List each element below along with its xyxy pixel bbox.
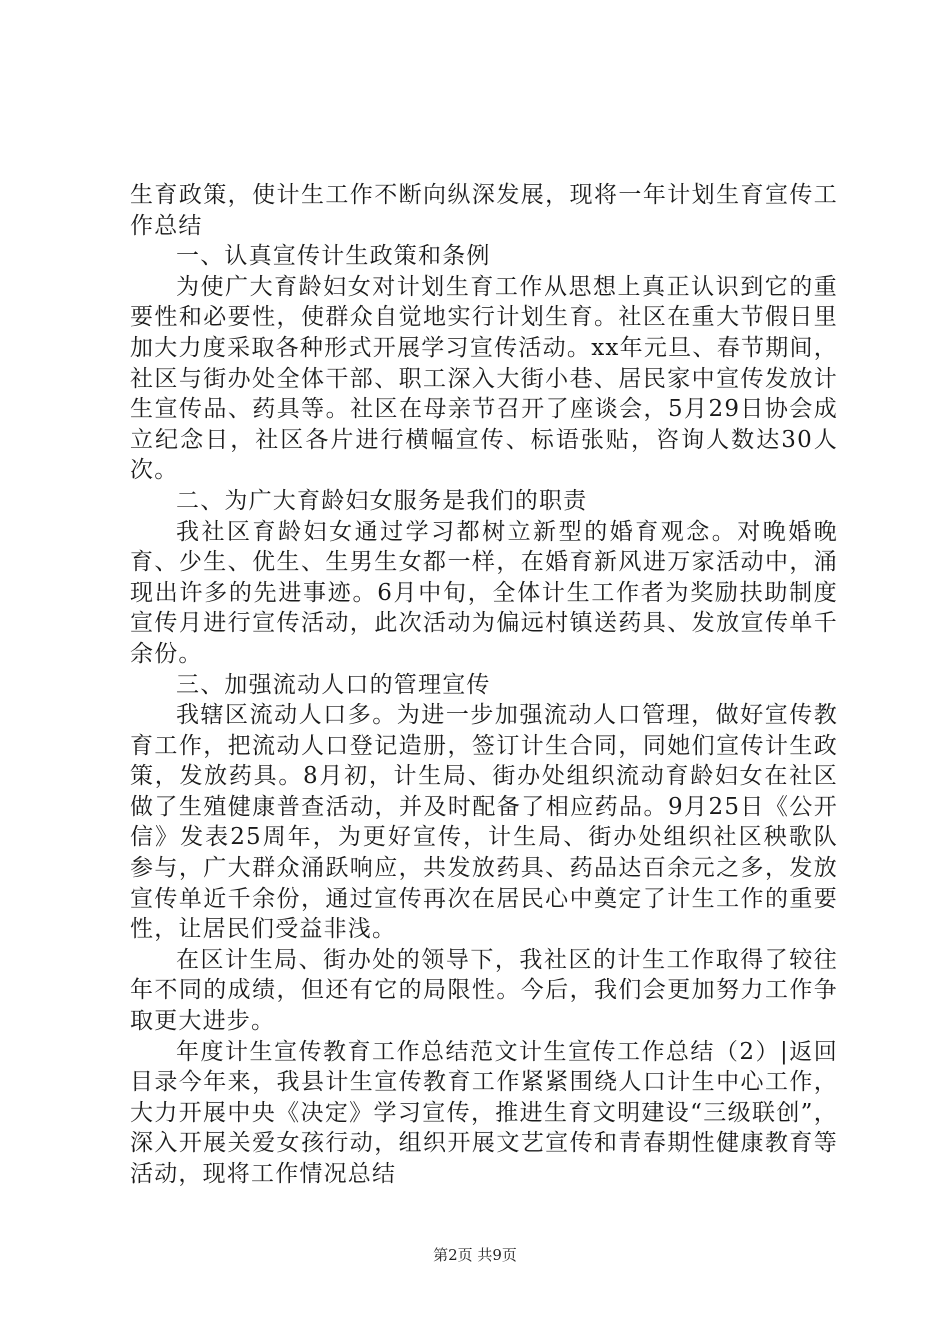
paragraph: 我社区育龄妇女通过学习都树立新型的婚育观念。对晚婚晚育、少生、优生、生男生女都一样，在婚育新风进万家活动中，涌现出许多的先进事迹。6月中旬，全体计生工作者为奖励扶助制度宣传月进行宣传活动，此次活动为偏远村镇送药具、发放宣传单千余份。 xyxy=(130,518,838,667)
section-heading-2: 二、为广大育龄妇女服务是我们的职责 xyxy=(176,487,588,514)
paragraph: 我辖区流动人口多。为进一步加强流动人口管理，做好宣传教育工作，把流动人口登记造册，签订计生合同，同她们宣传计生政策，发放药具。8月初，计生局、街办处组织流动育龄妇女在社区做了生殖健康普查活动，并及时配备了相应药品。9月25日《公开信》发表25周年，为更好宣传，计生局、街办处组织社区秧歌队参与，广大群众涌跃响应，共发放药具、药品达百余元之多，发放宣传单近千余份，通过宣传再次在居民心中奠定了计生工作的重要性，让居民们受益非浅。 xyxy=(130,702,838,943)
document-body xyxy=(130,180,838,1190)
paragraph: 年度计生宣传教育工作总结范文计生宣传工作总结（2）|返回目录今年来，我县计生宣传教育工作紧紧围绕人口计生中心工作，大力开展中央《决定》学习宣传，推进生育文明建设“三级联创”，深入开展关爱女孩行动，组织开展文艺宣传和青春期性健康教育等活动，现将工作情况总结 xyxy=(130,1038,838,1187)
section-heading-3: 三、加强流动人口的管理宣传 xyxy=(176,671,491,698)
page-number-footer: 第2页 共9页 xyxy=(433,1246,517,1264)
paragraph-continuation: 生育政策，使计生工作不断向纵深发展，现将一年计划生育宣传工作总结 xyxy=(130,182,838,239)
section-heading-1: 一、认真宣传计生政策和条例 xyxy=(176,243,491,270)
paragraph: 为使广大育龄妇女对计划生育工作从思想上真正认识到它的重要性和必要性，使群众自觉地实行计划生育。社区在重大节假日里加大力度采取各种形式开展学习宣传活动。xx年元旦、春节期间，社区与街办处全体干部、职工深入大街小巷、居民家中宣传发放计生宣传品、药具等。社区在母亲节召开了座谈会，5月29日协会成立纪念日，社区各片进行横幅宣传、标语张贴，咨询人数达30人次。 xyxy=(130,273,838,484)
paragraph: 在区计生局、街办处的领导下，我社区的计生工作取得了较往年不同的成绩，但还有它的局限性。今后，我们会更加努力工作争取更大进步。 xyxy=(130,946,838,1035)
